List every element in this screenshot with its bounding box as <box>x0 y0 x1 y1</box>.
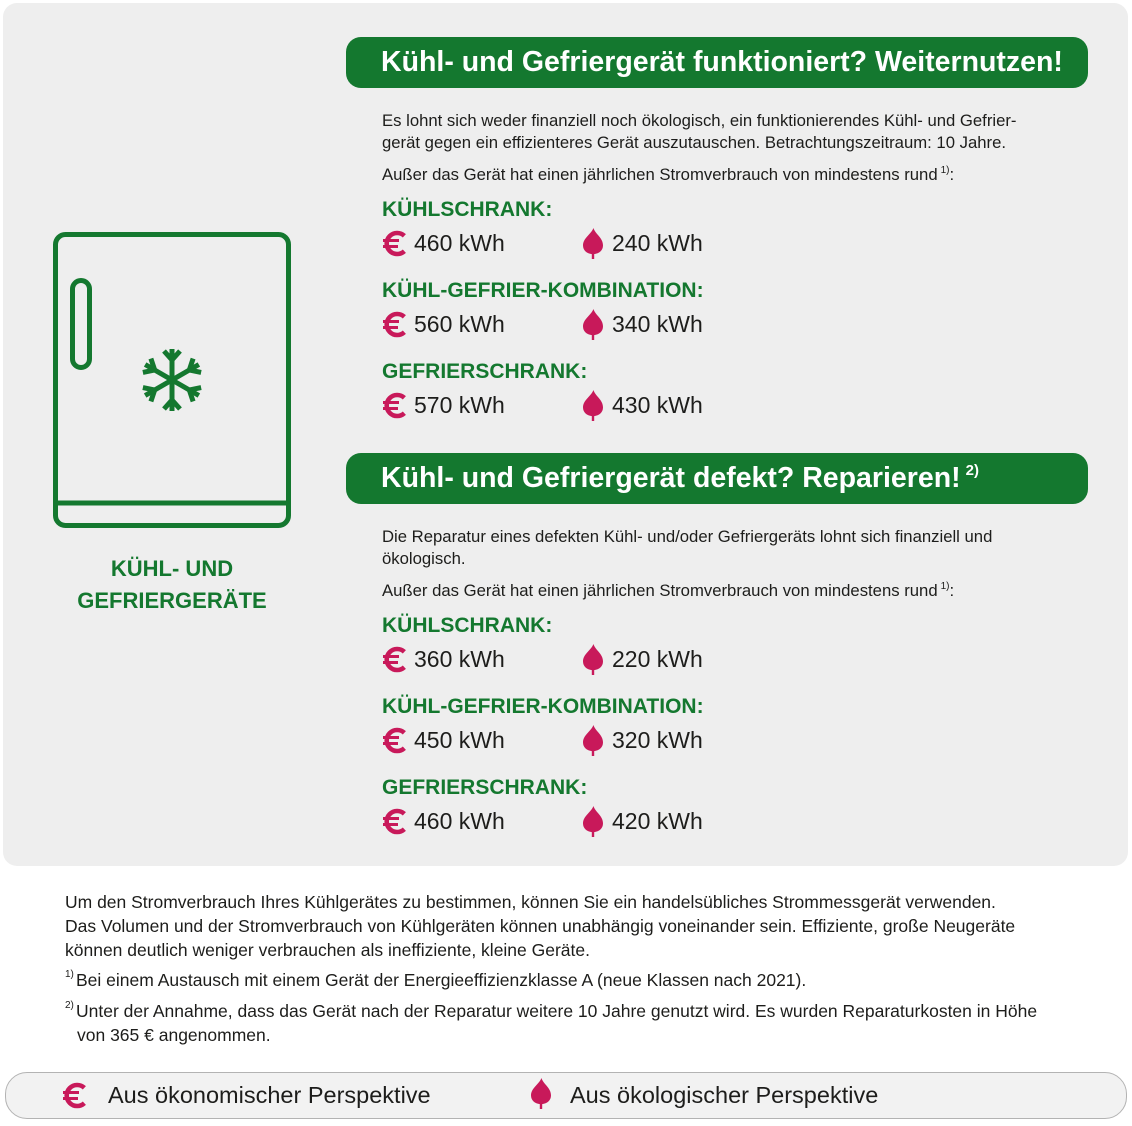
leaf-icon <box>583 390 603 421</box>
footnote-ref: 1) <box>940 581 950 592</box>
legend <box>5 1072 1127 1119</box>
leaf-icon <box>531 1078 551 1109</box>
threshold-row <box>346 806 1088 836</box>
ecological-threshold: 420 kWh <box>612 808 703 834</box>
note-line: können deutlich weniger verbrauchen als ineffiziente, kleine Geräte. <box>65 940 590 960</box>
economic-threshold: 460 kWh <box>414 808 505 834</box>
threshold-row <box>346 228 1088 258</box>
ecological-threshold: 220 kWh <box>612 646 703 672</box>
condition-text <box>346 580 1088 602</box>
legend-economic-label: Aus ökonomischer Perspektive <box>108 1082 431 1108</box>
condition-text <box>346 164 1088 186</box>
euro-icon <box>63 1081 85 1110</box>
description-line: gerät gegen ein effizienteres Gerät auszutauschen. Betrachtungszeitraum: 10 Jahre. <box>382 133 1006 152</box>
economic-threshold: 570 kWh <box>414 392 505 418</box>
euro-icon <box>383 229 405 258</box>
footnote <box>65 999 1037 1047</box>
euro-icon <box>383 807 405 836</box>
device-label: KÜHL-GEFRIER-KOMBINATION: <box>382 279 704 302</box>
note-line: Das Volumen und der Stromverbrauch von Kühlgeräten können unabhängig voneinander sein. Effiziente, große Neugeräte <box>65 916 1016 936</box>
threshold-row <box>346 725 1088 755</box>
condition-label: Außer das Gerät hat einen jährlichen Stromverbrauch von mindestens rund <box>382 581 938 600</box>
description-line: ökologisch. <box>382 549 466 568</box>
leaf-icon <box>583 228 603 259</box>
footnote <box>65 968 1037 992</box>
leaf-icon <box>583 725 603 756</box>
section-title: Kühl- und Gefriergerät defekt? Reparieren! <box>381 462 961 494</box>
footnote-line: Unter der Annahme, dass das Gerät nach der Reparatur weitere 10 Jahre genutzt wird. Es wurden Reparaturkosten in Höhe <box>76 1001 1038 1021</box>
note-line: Um den Stromverbrauch Ihres Kühlgerätes zu bestimmen, können Sie ein handelsübliches Strommessgerät verwenden. <box>65 892 996 912</box>
device-label: GEFRIERSCHRANK: <box>382 360 588 383</box>
appliance-label-line: GEFRIERGERÄTE <box>77 588 267 613</box>
euro-icon <box>383 310 405 339</box>
economic-threshold: 360 kWh <box>414 646 505 672</box>
economic-threshold: 450 kWh <box>414 727 505 753</box>
section-keep-using <box>346 37 1088 420</box>
section-title: Kühl- und Gefriergerät funktioniert? Weiternutzen! <box>381 46 1063 78</box>
leaf-icon <box>583 806 603 837</box>
economic-threshold: 560 kWh <box>414 311 505 337</box>
section-description <box>346 526 1088 570</box>
economic-threshold: 460 kWh <box>414 230 505 256</box>
section-repair <box>346 453 1088 836</box>
footnote-number: 1) <box>65 969 74 980</box>
threshold-row <box>346 644 1088 674</box>
device-label: KÜHLSCHRANK: <box>382 198 553 221</box>
section-description <box>346 110 1088 154</box>
notes <box>65 890 1037 1047</box>
condition-colon: : <box>949 581 955 600</box>
fridge-icon <box>50 229 296 533</box>
fridge-handle <box>73 281 90 368</box>
legend-ecological-label: Aus ökologischer Perspektive <box>570 1082 879 1108</box>
footnote-line: von 365 € angenommen. <box>77 1025 271 1045</box>
footnote-number: 2) <box>65 1000 74 1011</box>
appliance-label <box>52 553 292 617</box>
ecological-threshold: 320 kWh <box>612 727 703 753</box>
footnote-ref: 1) <box>940 165 950 176</box>
ecological-threshold: 240 kWh <box>612 230 703 256</box>
euro-icon <box>383 726 405 755</box>
appliance-label-line: KÜHL- UND <box>110 556 234 581</box>
condition-colon: : <box>949 165 955 184</box>
footnote-line: Bei einem Austausch mit einem Gerät der Energieeffizienzklasse A (neue Klassen nach 2021). <box>76 970 807 990</box>
snowflake-icon <box>141 349 203 411</box>
leaf-icon <box>583 309 603 340</box>
condition-label: Außer das Gerät hat einen jährlichen Stromverbrauch von mindestens rund <box>382 165 938 184</box>
euro-icon <box>383 391 405 420</box>
ecological-threshold: 430 kWh <box>612 392 703 418</box>
footnote-ref: 2) <box>965 462 979 479</box>
device-label: GEFRIERSCHRANK: <box>382 776 588 799</box>
threshold-row <box>346 309 1088 339</box>
device-label: KÜHL-GEFRIER-KOMBINATION: <box>382 695 704 718</box>
threshold-row <box>346 390 1088 420</box>
device-label: KÜHLSCHRANK: <box>382 614 553 637</box>
section-title-banner <box>346 37 1088 88</box>
ecological-threshold: 340 kWh <box>612 311 703 337</box>
leaf-icon <box>583 644 603 675</box>
section-title-banner <box>346 453 1088 504</box>
euro-icon <box>383 645 405 674</box>
description-line: Die Reparatur eines defekten Kühl- und/oder Gefriergeräts lohnt sich finanziell und <box>382 527 993 546</box>
description-line: Es lohnt sich weder finanziell noch ökologisch, ein funktionierendes Kühl- und Gefrier- <box>382 111 1017 130</box>
